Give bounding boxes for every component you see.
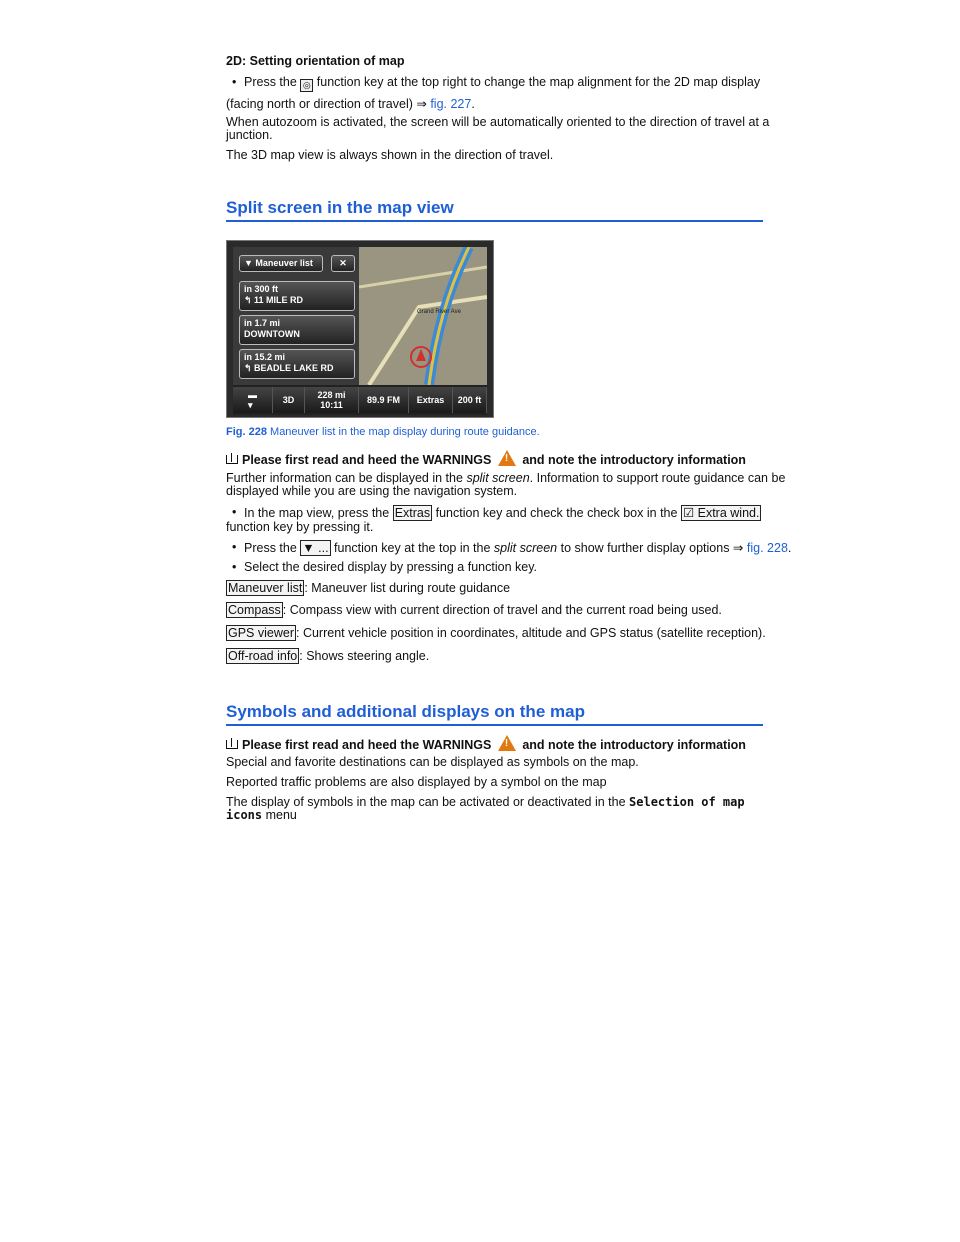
bullet-extras-cont: function key by pressing it.: [226, 520, 374, 534]
fig-227-link[interactable]: fig. 227: [430, 97, 472, 111]
map-bottom-bar: [233, 385, 487, 415]
book-icon: [226, 455, 238, 464]
split-screen-paragraph: Further information can be displayed in the split screen. Information to support route guidance can be: [226, 471, 786, 485]
bullet-dot: •: [232, 560, 237, 574]
bullet-orientation: Press the ◎ function key at the top right to change the map alignment for the 2D map display: [244, 75, 761, 90]
maneuver-list-key[interactable]: Maneuver list: [228, 581, 303, 595]
maneuver-item-3[interactable]: in 15.2 mi ↰ BEADLE LAKE RD: [239, 349, 355, 379]
warnings-note: Please first read and heed the WARNINGS ! and note the introductory information: [226, 735, 746, 752]
warnings-note: Please first read and heed the WARNINGS ! and note the introductory information: [226, 450, 746, 467]
3d-view-button[interactable]: 3D: [273, 387, 305, 413]
autozoom-paragraph: When autozoom is activated, the screen will be automatically oriented to the direction of travel at a: [226, 115, 770, 129]
options-key[interactable]: ▼ ...: [302, 541, 329, 555]
bullet-dot: •: [232, 540, 237, 554]
bullet-orientation-cont: (facing north or direction of travel) ⇒ fig. 227.: [226, 97, 475, 111]
maneuver-item-1[interactable]: in 300 ft ↰ 11 MILE RD: [239, 281, 355, 311]
section-title-split-screen: Split screen in the map view: [226, 198, 763, 222]
autozoom-paragraph-cont: junction.: [226, 128, 273, 142]
bullet-select: Select the desired display by pressing a function key.: [244, 560, 537, 574]
option-compass: Compass : Compass view with current direction of travel and the current road being used.: [228, 603, 722, 617]
3d-view-paragraph: The 3D map view is always shown in the direction of travel.: [226, 148, 554, 162]
bullet-dot: •: [232, 75, 237, 89]
extras-key[interactable]: Extras: [394, 506, 431, 520]
maneuver-list-button[interactable]: ▼ Maneuver list: [239, 255, 323, 272]
map-scale-button[interactable]: 200 ft: [453, 387, 487, 413]
map-orientation-key-icon: ◎: [300, 79, 313, 92]
symbols-paragraph-3: The display of symbols in the map can be activated or deactivated in the Selection of map: [226, 795, 745, 809]
option-off-road-info: Off-road info : Shows steering angle.: [228, 649, 430, 663]
bullet-options: Press the ▼ ... function key at the top in the split screen to show further display options ⇒ fig. 228.: [244, 541, 792, 555]
radio-button[interactable]: 89.9 FM: [359, 387, 409, 413]
map-view: [359, 247, 487, 385]
selection-of-map-icons-menu: Selection of map: [629, 795, 745, 809]
figure-228-map-screen: [226, 240, 494, 418]
bullet-dot: •: [232, 505, 237, 519]
section-heading-2d-orientation: 2D: Setting orientation of map: [226, 54, 405, 68]
map-roads: [359, 247, 487, 385]
figure-caption: Fig. 228 Maneuver list in the map display during route guidance.: [226, 426, 540, 438]
book-icon: [226, 740, 238, 749]
gps-viewer-key[interactable]: GPS viewer: [228, 626, 294, 640]
off-road-info-key[interactable]: Off-road info: [228, 649, 298, 663]
maneuver-item-2[interactable]: in 1.7 mi DOWNTOWN: [239, 315, 355, 345]
symbols-paragraph-2: Reported traffic problems are also displayed by a symbol on the map: [226, 775, 607, 789]
option-gps-viewer: GPS viewer : Current vehicle position in coordinates, altitude and GPS status (satellite reception).: [228, 626, 766, 640]
trip-info: 228 mi 10:11: [305, 387, 359, 413]
extras-button[interactable]: Extras: [409, 387, 453, 413]
warning-triangle-icon: [498, 735, 516, 751]
close-icon[interactable]: ✕: [331, 255, 355, 272]
warning-triangle-icon: [498, 450, 516, 466]
symbols-paragraph-3-cont: icons menu: [226, 808, 297, 822]
option-maneuver-list: Maneuver list : Maneuver list during route guidance: [228, 581, 511, 595]
compass-key[interactable]: Compass: [228, 603, 281, 617]
fig-228-link[interactable]: fig. 228: [746, 541, 788, 555]
symbols-paragraph-1: Special and favorite destinations can be displayed as symbols on the map.: [226, 755, 639, 769]
split-screen-paragraph-cont: displayed while you are using the navigation system.: [226, 484, 518, 498]
street-label: Grand River Ave: [417, 309, 461, 315]
extra-wind-key[interactable]: ☑ Extra wind.: [682, 506, 760, 520]
section-title-symbols: Symbols and additional displays on the map: [226, 702, 763, 726]
split-screen-toggle-button[interactable]: ▬ ▾: [233, 387, 273, 413]
bullet-extras: In the map view, press the Extras function key and check the check box in the ☑ Extra wind.: [244, 506, 760, 520]
